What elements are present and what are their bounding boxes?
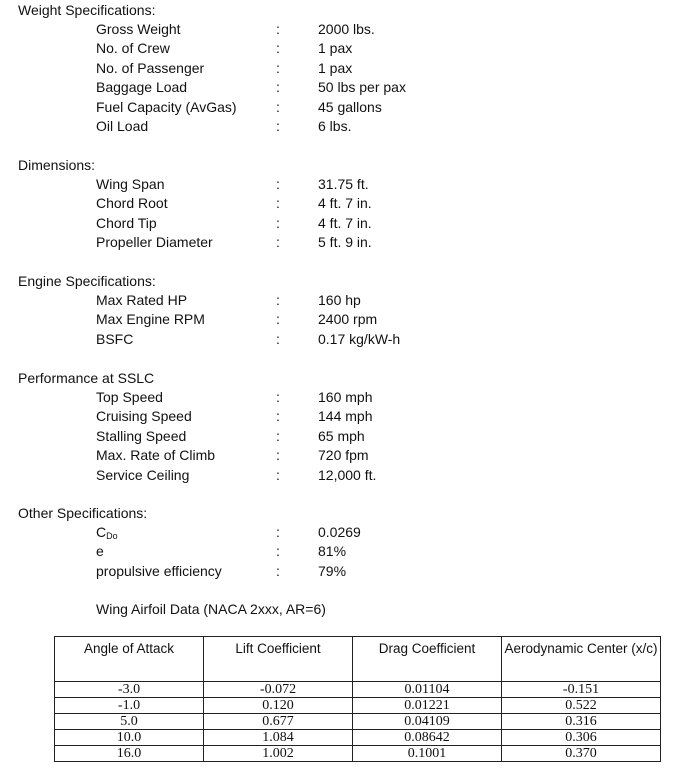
table-cell: -0.151 [502, 682, 661, 698]
spec-value: 12,000 ft. [318, 466, 377, 483]
table-cell: 16.0 [55, 746, 204, 762]
spec-value: 720 fpm [318, 447, 369, 464]
spec-value: 160 hp [318, 292, 361, 308]
table-row [55, 682, 661, 698]
spec-value: 31.75 ft. [318, 176, 369, 192]
table-cell: 0.306 [502, 730, 661, 746]
spec-label: Chord Tip [96, 214, 157, 231]
spec-row [18, 59, 678, 78]
spec-row [18, 310, 678, 329]
spec-label: No. of Passenger [96, 59, 205, 76]
spec-value: 2400 rpm [318, 311, 378, 328]
column-header-aerodynamic-center: Aerodynamic Center (x/c) [502, 637, 661, 682]
spec-separator: : [276, 117, 280, 134]
table-cell: 0.120 [204, 698, 353, 714]
dimensions-section [18, 156, 678, 253]
spec-separator: : [276, 59, 280, 76]
spec-row [18, 407, 678, 426]
spec-row [18, 330, 678, 349]
spec-label: Wing Span [96, 176, 165, 192]
spec-separator: : [276, 214, 280, 231]
spec-separator: : [276, 466, 280, 483]
spec-label: Baggage Load [96, 79, 188, 96]
table-cell: 0.316 [502, 714, 661, 730]
spec-row [18, 214, 678, 233]
table-cell: 0.522 [502, 698, 661, 714]
spec-separator: : [276, 389, 280, 405]
spec-separator: : [276, 21, 280, 37]
section-title: Other Specifications: [18, 505, 148, 521]
spec-row [18, 233, 678, 252]
spec-separator: : [276, 311, 280, 328]
spec-row [18, 78, 678, 97]
spec-label: Stalling Speed [96, 427, 187, 444]
spec-value: 2000 lbs. [318, 21, 375, 37]
spec-label: Service Ceiling [96, 466, 190, 483]
spec-label: propulsive efficiency [96, 562, 222, 579]
spec-label: Max Rated HP [96, 292, 188, 308]
spec-row [18, 194, 678, 213]
spec-row [18, 523, 678, 542]
other-specifications-section [18, 504, 678, 581]
spec-value: 50 lbs per pax [318, 79, 406, 96]
spec-value: 160 mph [318, 389, 373, 405]
spec-separator: : [276, 234, 280, 251]
spec-label: Cruising Speed [96, 408, 192, 425]
spec-row [18, 562, 678, 581]
spec-label: Max. Rate of Climb [96, 447, 216, 464]
table-cell: -3.0 [55, 682, 204, 698]
table-cell: 0.08642 [353, 730, 502, 746]
spec-row [18, 98, 678, 117]
table-cell: 0.1001 [353, 746, 502, 762]
table-header-row [55, 637, 661, 682]
spec-separator: : [276, 408, 280, 425]
spec-separator: : [276, 447, 280, 464]
column-header-angle-of-attack: Angle of Attack [55, 637, 204, 682]
engine-specifications-section [18, 272, 678, 349]
spec-row [18, 175, 678, 194]
cdo-label [96, 523, 118, 544]
spec-value: 144 mph [318, 408, 373, 425]
column-header-lift-coefficient: Lift Coefficient [204, 637, 353, 682]
spec-value: 4 ft. 7 in. [318, 195, 372, 212]
spec-label: Chord Root [96, 195, 168, 212]
spec-value: 0.0269 [318, 524, 361, 540]
spec-value: 81% [318, 543, 347, 560]
table-cell: 0.370 [502, 746, 661, 762]
spec-value: 79% [318, 562, 347, 579]
spec-value: 1 pax [318, 40, 353, 57]
section-title: Weight Specifications: [18, 2, 156, 18]
cdo-symbol: C [96, 524, 107, 540]
cdo-subscript: Do [106, 531, 118, 541]
table-cell: 0.01221 [353, 698, 502, 714]
spec-separator: : [276, 195, 280, 212]
table-cell: 10.0 [55, 730, 204, 746]
spec-separator: : [276, 427, 280, 444]
weight-specifications-section [18, 1, 678, 136]
spec-label: Top Speed [96, 389, 163, 405]
table-cell: 1.002 [204, 746, 353, 762]
airfoil-caption: Wing Airfoil Data (NACA 2xxx, AR=6) [96, 601, 326, 617]
spec-separator: : [276, 176, 280, 192]
spec-separator: : [276, 98, 280, 115]
spec-separator: : [276, 292, 280, 308]
spec-label: BSFC [96, 330, 134, 347]
spec-row [18, 388, 678, 407]
spec-label: Gross Weight [96, 21, 181, 37]
spec-separator: : [276, 562, 280, 579]
table-row [55, 714, 661, 730]
spec-value: 5 ft. 9 in. [318, 234, 372, 251]
table-cell: 1.084 [204, 730, 353, 746]
table-cell: 0.677 [204, 714, 353, 730]
spec-row [18, 39, 678, 58]
spec-label: Propeller Diameter [96, 234, 213, 251]
spec-value: 0.17 kg/kW-h [318, 330, 401, 347]
table-row [55, 698, 661, 714]
spec-row [18, 446, 678, 465]
spec-separator: : [276, 330, 280, 347]
spec-value: 1 pax [318, 59, 353, 76]
airfoil-data-table [54, 636, 661, 762]
spec-separator: : [276, 524, 280, 540]
performance-section [18, 369, 678, 485]
table-cell: 0.04109 [353, 714, 502, 730]
spec-separator: : [276, 40, 280, 57]
spec-separator: : [276, 79, 280, 96]
spec-label: e [96, 543, 104, 560]
section-title: Engine Specifications: [18, 273, 156, 289]
spec-value: 45 gallons [318, 98, 382, 115]
spec-value: 65 mph [318, 427, 365, 444]
spec-label: Oil Load [96, 117, 149, 134]
table-cell: 5.0 [55, 714, 204, 730]
table-cell: -1.0 [55, 698, 204, 714]
table-row [55, 746, 661, 762]
section-title: Performance at SSLC [18, 370, 155, 386]
spec-row [18, 291, 678, 310]
column-header-drag-coefficient: Drag Coefficient [353, 637, 502, 682]
table-row [55, 730, 661, 746]
table-cell: 0.01104 [353, 682, 502, 698]
spec-value: 6 lbs. [318, 117, 352, 134]
spec-label: No. of Crew [96, 40, 170, 57]
spec-label: Fuel Capacity (AvGas) [96, 98, 237, 115]
spec-row [18, 542, 678, 561]
spec-row [18, 427, 678, 446]
spec-separator: : [276, 543, 280, 560]
spec-label: Max Engine RPM [96, 311, 205, 328]
section-title: Dimensions: [18, 157, 96, 173]
table-cell: -0.072 [204, 682, 353, 698]
spec-value: 4 ft. 7 in. [318, 214, 372, 231]
spec-row [18, 466, 678, 485]
spec-row [18, 117, 678, 136]
spec-row [18, 20, 678, 39]
